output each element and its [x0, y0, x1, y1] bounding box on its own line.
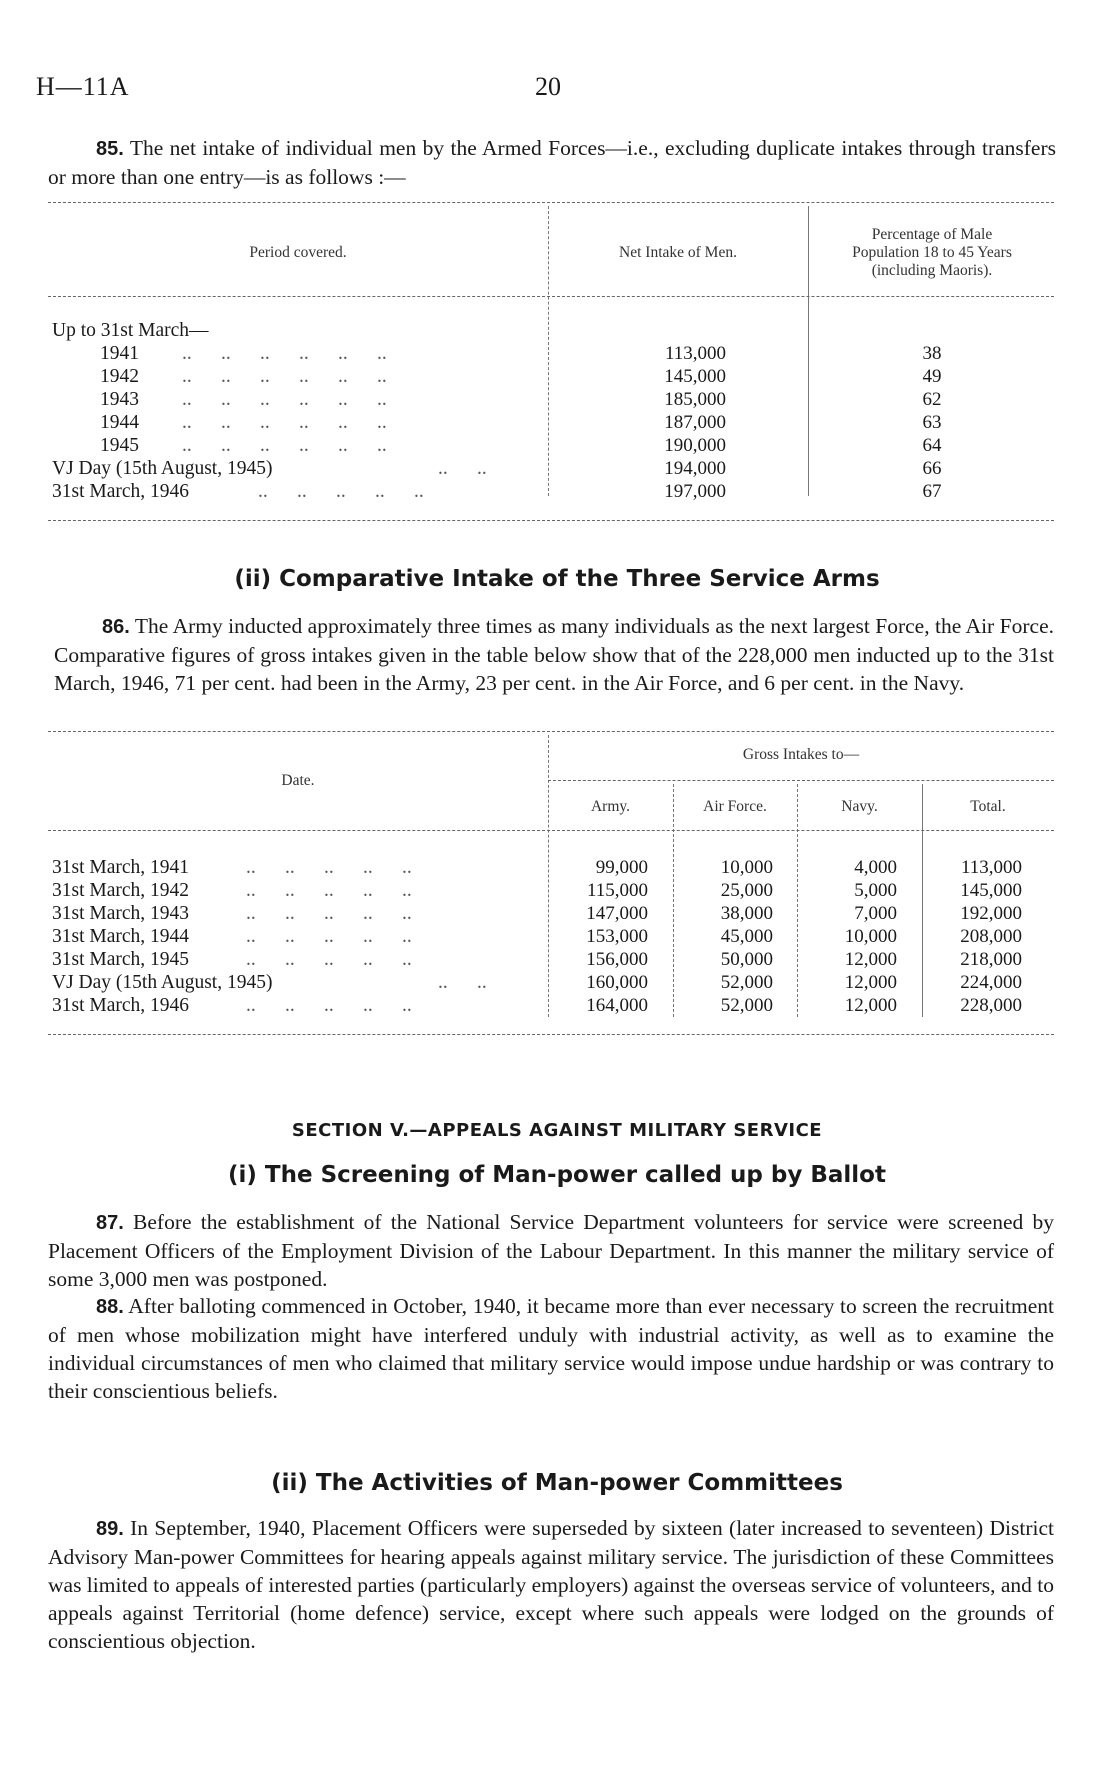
column-header-percentage: Percentage of Male [871, 226, 993, 243]
paragraph-85 [48, 134, 1056, 191]
leader-dots: .. .. .. .. .. .. [182, 343, 387, 364]
leader-dots: .. .. .. .. .. [258, 481, 424, 502]
table-cell-air-force: 25,000 [720, 880, 773, 901]
table-rule [48, 830, 1054, 831]
table-cell-percentage: 64 [922, 435, 942, 456]
table-cell-intake: 145,000 [664, 366, 726, 387]
leader-dots: .. .. .. .. .. .. [182, 366, 387, 387]
table-cell-intake: 187,000 [664, 412, 726, 433]
paragraph-86 [54, 612, 1054, 697]
table-cell-total: 218,000 [960, 949, 1022, 970]
paragraph-number: 85. [96, 138, 124, 160]
table-cell-percentage: 63 [922, 412, 942, 433]
table-row-label: 1943 [100, 389, 139, 410]
paragraph-text: The net intake of individual men by the Armed Forces—i.e., excluding duplicate intakes through transfers or more than one entry—is as follows :— [48, 136, 1056, 189]
table-row-label: 31st March, 1946 [52, 481, 190, 502]
leader-dots: .. .. .. .. .. [246, 949, 412, 970]
table-cell-army: 156,000 [586, 949, 648, 970]
table-cell-total: 145,000 [960, 880, 1022, 901]
leader-dots: .. .. .. .. .. .. [182, 435, 387, 456]
leader-dots: .. .. [438, 972, 487, 993]
table-cell-army: 164,000 [586, 995, 648, 1016]
table-row-label: 31st March, 1941 [52, 857, 190, 878]
table-cell-air-force: 52,000 [720, 972, 773, 993]
paragraph-number: 87. [96, 1212, 124, 1234]
leader-dots: .. .. .. .. .. [246, 880, 412, 901]
table-cell-percentage: 66 [922, 458, 942, 479]
section-title: SECTION V.—APPEALS AGAINST MILITARY SERVICE [291, 1120, 823, 1141]
column-header-gross-intakes: Gross Intakes to— [742, 746, 860, 763]
table-cell-total: 224,000 [960, 972, 1022, 993]
table-cell-army: 99,000 [595, 857, 648, 878]
table-cell-air-force: 38,000 [720, 903, 773, 924]
table-cell-total: 228,000 [960, 995, 1022, 1016]
column-header-date: Date. [281, 772, 315, 789]
paragraph-88 [48, 1292, 1054, 1405]
leader-dots: .. .. .. .. .. .. [182, 412, 387, 433]
table-rule [548, 780, 1054, 781]
table-cell-percentage: 38 [922, 343, 942, 364]
table-cell-percentage: 62 [922, 389, 942, 410]
paragraph-text: In September, 1940, Placement Officers were superseded by sixteen (later increased to seventeen) District Advisory Man-power Committees for hearing appeals against military service. The jurisdiction of these Committees was limited to appeals of interested parties (particularly employers) against the overseas service of volunteers, and to appeals against Territorial (home defence) service, except where such appeals were lodged on the grounds of conscientious objection. [48, 1516, 1054, 1653]
table-cell-navy: 4,000 [854, 857, 897, 878]
table-rule [48, 202, 1054, 203]
table-cell-air-force: 10,000 [720, 857, 773, 878]
table-cell-percentage: 49 [922, 366, 942, 387]
column-header-percentage: (including Maoris). [871, 262, 993, 279]
table-row-label: 1945 [100, 435, 139, 456]
table-cell-navy: 5,000 [854, 880, 897, 901]
table-row-label: 31st March, 1942 [52, 880, 190, 901]
column-header-air-force: Air Force. [703, 798, 767, 815]
leader-dots: .. .. .. .. .. [246, 903, 412, 924]
table-row-label: VJ Day (15th August, 1945) [52, 972, 273, 993]
paragraph-number: 88. [96, 1296, 124, 1318]
paragraph-text: After balloting commenced in October, 1940, it became more than ever necessary to screen the recruitment of men whose mobilization might have interfered unduly with industrial activity, as well as to examine the individual circumstances of men who claimed that military service would impose undue hardship or was contrary to their conscientious beliefs. [48, 1294, 1054, 1403]
subsection-heading: (i) The Screening of Man-power called up by Ballot [228, 1162, 886, 1188]
paragraph-text: The Army inducted approximately three times as many individuals as the next largest Force, the Air Force. Comparative figures of gross intakes given in the table below show that of the 228,000 men inducted up to the 31st March, 1946, 71 per cent. had been in the Army, 23 per cent. in the Air Force, and 6 per cent. in the Navy. [54, 614, 1054, 695]
table-cell-army: 115,000 [586, 880, 648, 901]
leader-dots: .. .. [438, 458, 487, 479]
table-cell-army: 160,000 [586, 972, 648, 993]
table-cell-navy: 12,000 [844, 949, 897, 970]
document-reference: H—11A [36, 72, 130, 101]
table-cell-army: 153,000 [586, 926, 648, 947]
leader-dots: .. .. .. .. .. [246, 857, 412, 878]
table-cell-intake: 197,000 [664, 481, 726, 502]
table-cell-air-force: 50,000 [720, 949, 773, 970]
table-rule [48, 520, 1054, 521]
table-cell-intake: 190,000 [664, 435, 726, 456]
table-row-label: 1942 [100, 366, 139, 387]
table-cell-intake: 185,000 [664, 389, 726, 410]
leader-dots: .. .. .. .. .. .. [182, 389, 387, 410]
table-cell-total: 192,000 [960, 903, 1022, 924]
table-cell-navy: 12,000 [844, 972, 897, 993]
table-cell-air-force: 52,000 [720, 995, 773, 1016]
table-cell-percentage: 67 [922, 481, 942, 502]
table-row-label: 31st March, 1943 [52, 903, 190, 924]
table-cell-air-force: 45,000 [720, 926, 773, 947]
table-cell-navy: 7,000 [854, 903, 897, 924]
table-row-label: VJ Day (15th August, 1945) [52, 458, 273, 479]
table-cell-intake: 113,000 [664, 343, 726, 364]
column-header-total: Total. [970, 798, 1006, 815]
table-cell-total: 208,000 [960, 926, 1022, 947]
column-header-navy: Navy. [841, 798, 878, 815]
row-group-label: Up to 31st March— [52, 320, 209, 341]
table-rule [48, 731, 1054, 732]
table-cell-army: 147,000 [586, 903, 648, 924]
table-row-label: 1944 [100, 412, 139, 433]
table-cell-intake: 194,000 [664, 458, 726, 479]
table-rule [48, 1034, 1054, 1035]
paragraph-number: 86. [102, 616, 130, 638]
table-cell-navy: 12,000 [844, 995, 897, 1016]
table-row-label: 31st March, 1945 [52, 949, 190, 970]
subsection-heading: (ii) The Activities of Man-power Committees [271, 1470, 843, 1496]
column-header-percentage: Population 18 to 45 Years [852, 244, 1012, 261]
paragraph-87 [48, 1208, 1054, 1293]
paragraph-89 [48, 1514, 1054, 1655]
leader-dots: .. .. .. .. .. [246, 995, 412, 1016]
table-row-label: 31st March, 1946 [52, 995, 190, 1016]
column-header-period: Period covered. [249, 244, 347, 261]
column-header-net-intake: Net Intake of Men. [619, 244, 737, 261]
column-header-army: Army. [590, 798, 631, 815]
table-cell-navy: 10,000 [844, 926, 897, 947]
leader-dots: .. .. .. .. .. [246, 926, 412, 947]
table-row-label: 31st March, 1944 [52, 926, 190, 947]
paragraph-text: Before the establishment of the National Service Department volunteers for service were screened by Placement Officers of the Employment Division of the Labour Department. In this manner the military service of some 3,000 men was postponed. [48, 1210, 1054, 1291]
paragraph-number: 89. [96, 1518, 124, 1540]
table-rule [48, 296, 1054, 297]
page-number: 20 [535, 72, 561, 101]
table-row-label: 1941 [100, 343, 139, 364]
section-heading: (ii) Comparative Intake of the Three Service Arms [234, 566, 880, 592]
table-cell-total: 113,000 [960, 857, 1022, 878]
